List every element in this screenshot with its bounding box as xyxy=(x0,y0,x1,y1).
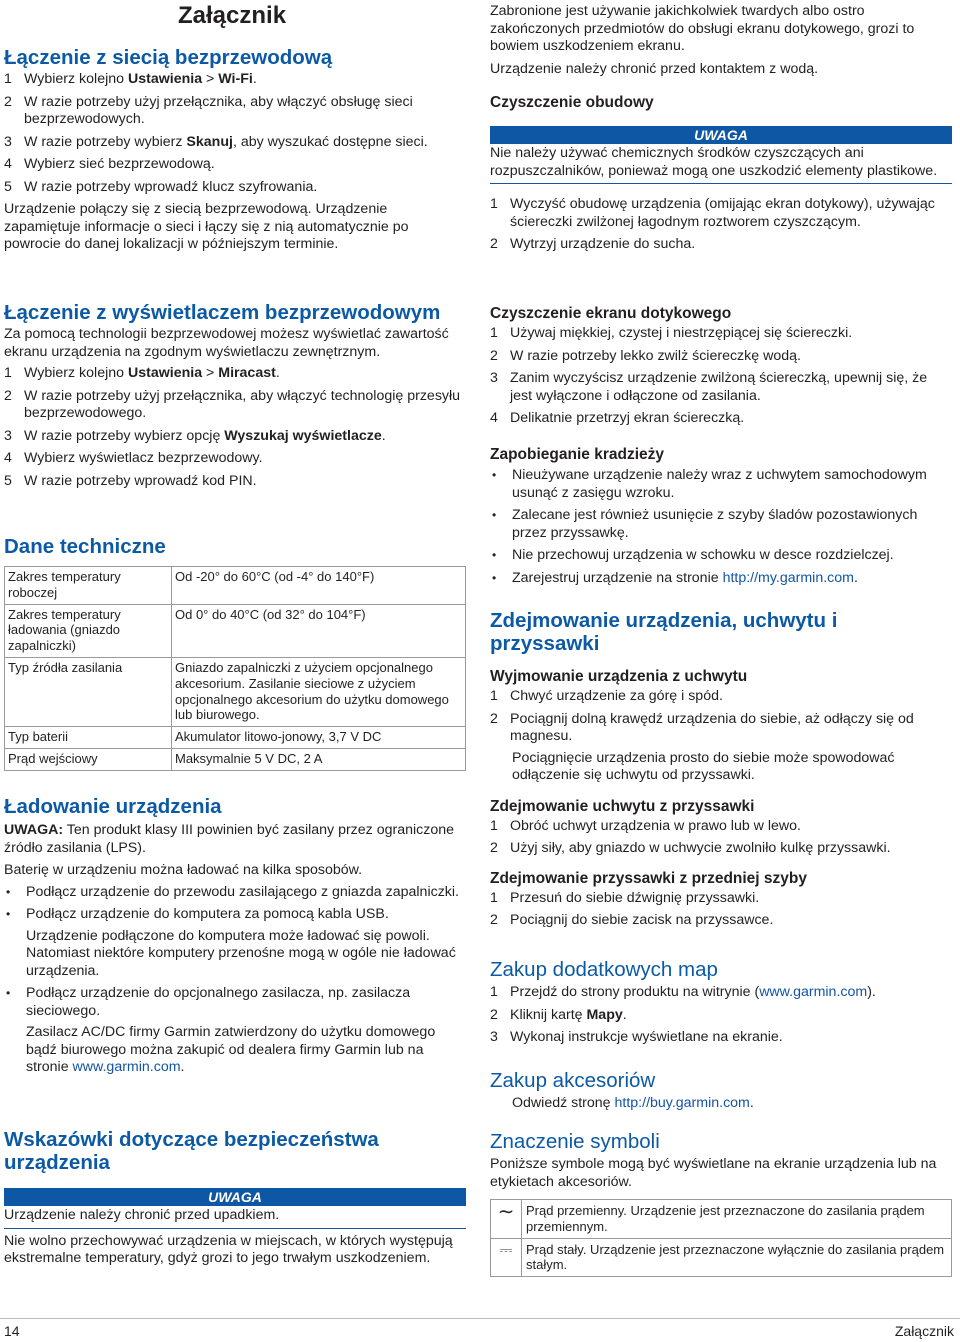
table-row: Zakres temperatury roboczej Od -20° do 60°C (od -4° do 140°F) xyxy=(5,567,466,605)
list-item: 2 Pociągnij dolną krawędź urządzenia do siebie, aż odłączy się od magnesu. xyxy=(490,710,914,744)
theft-bullets xyxy=(490,467,952,587)
miracast-heading: Łączenie z wyświetlaczem bezprzewodowym xyxy=(4,301,441,324)
list-item: 1 Przejdź do strony produktu na witrynie (www.garmin.com). xyxy=(490,984,876,1000)
list-item: 2 Użyj siły, aby gniazdo w uchwycie zwolniło kulkę przyssawki. xyxy=(490,840,891,856)
list-item: 1 Wybierz kolejno Ustawienia > Wi-Fi. xyxy=(4,71,257,87)
charging-heading: Ładowanie urządzenia xyxy=(4,795,222,818)
screen-clean-heading: Czyszczenie ekranu dotykowego xyxy=(490,305,732,322)
remove-sub1-heading: Wyjmowanie urządzenia z uchwytu xyxy=(490,668,748,685)
specs-heading: Dane techniczne xyxy=(4,535,166,558)
list-item: 3 Zanim wyczyścisz urządzenie zwilżoną ściereczką, upewnij się, że jest wyłączone i odłączone od zasilania. xyxy=(490,370,928,404)
list-item: • Podłącz urządzenie do komputera za pomocą kabla USB. xyxy=(6,906,389,922)
case-clean-section xyxy=(490,93,952,254)
table-row: Typ baterii Akumulator litowo-jonowy, 3,7 V DC xyxy=(5,727,466,749)
list-item: 3 W razie potrzeby wybierz Skanuj, aby wyszukać dostępne sieci. xyxy=(4,133,428,150)
miracast-steps xyxy=(4,365,466,490)
remove-sub1-steps xyxy=(490,688,952,785)
table-row: ∼ Prąd przemienny. Urządzenie jest przeznaczone do zasilania prądem przemiennym. xyxy=(491,1200,952,1239)
buy-garmin-link[interactable]: http://buy.garmin.com xyxy=(614,1095,750,1111)
warning-box xyxy=(4,1207,466,1229)
list-item: 1 Przesuń do siebie dźwignię przyssawki. xyxy=(490,889,760,906)
safety-continued xyxy=(490,3,952,78)
wifi-note: Urządzenie połączy się z siecią bezprzewodową. Urządzenie zapamiętuje informacje o sieci i łączy się z nią automatycznie po powrocie do danej lokalizacji w późniejszym terminie. xyxy=(4,201,409,252)
table-row: Zakres temperatury ładowania (gniazdo zapalniczki) Od 0° do 40°C (od 32° do 104°F) xyxy=(5,604,466,657)
miracast-section xyxy=(4,301,466,490)
list-item: 1 Używaj miękkiej, czystej i niestrzępiącej się ściereczki. xyxy=(490,325,853,341)
miracast-intro: Za pomocą technologii bezprzewodowej możesz wyświetlać zawartość ekranu urządzenia na zgodnym wyświetlaczu zewnętrznym. xyxy=(4,326,449,360)
warning-box xyxy=(490,145,952,184)
table-row: Prąd wejściowy Maksymalnie 5 V DC, 2 A xyxy=(5,748,466,770)
list-item: 1 Wybierz kolejno Ustawienia > Miracast. xyxy=(4,365,280,381)
charging-section xyxy=(4,795,466,1077)
safety-heading: Wskazówki dotyczące bezpieczeństwa urządzenia xyxy=(4,1128,379,1174)
footer-divider xyxy=(0,1318,960,1319)
maps-section xyxy=(490,958,952,1047)
remove-heading: Zdejmowanie urządzenia, uchwytu i przyssawki xyxy=(490,609,838,655)
case-clean-heading: Czyszczenie obudowy xyxy=(490,94,654,111)
charging-warning: UWAGA: Ten produkt klasy III powinien być zasilany przez ograniczone źródło zasilania (LPS). xyxy=(4,822,454,856)
case-clean-steps xyxy=(490,196,952,254)
list-item: • Nie przechowuj urządzenia w schowku w desce rozdzielczej. xyxy=(492,547,894,563)
maps-steps xyxy=(490,984,952,1047)
bullet-icon: • xyxy=(492,548,497,562)
screen-clean-steps xyxy=(490,325,952,428)
dc-current-icon: ⎓ xyxy=(491,1238,522,1277)
symbols-heading: Znaczenie symboli xyxy=(490,1130,660,1153)
list-item: 2 W razie potrzeby użyj przełącznika, aby włączyć obsługę sieci bezprzewodowych. xyxy=(4,93,413,127)
symbols-intro: Poniższe symbole mogą być wyświetlane na ekranie urządzenia lub na etykietach akcesoriów. xyxy=(490,1156,937,1190)
page-title: Załącznik xyxy=(178,2,287,29)
bullet-icon: • xyxy=(6,986,11,1000)
list-item: 2 Wytrzyj urządzenie do sucha. xyxy=(490,236,696,252)
wifi-steps xyxy=(4,71,466,196)
list-item: 4 Delikatnie przetrzyj ekran ściereczką. xyxy=(490,410,745,426)
specs-section xyxy=(4,535,466,771)
table-row: Typ źródła zasilania Gniazdo zapalniczki z użyciem opcjonalnego akcesorium. Zasilanie sieciowe z użyciem opcjonalnego akcesorium do użytku domowego lub biurowego. xyxy=(5,657,466,726)
safety-text: Nie wolno przechowywać urządzenia w miejscach, w których występują ekstremalne temperatury, gdyż grozi to jego trwałym uszkodzeniem. xyxy=(4,1232,453,1266)
accessories-heading: Zakup akcesoriów xyxy=(490,1069,656,1092)
remove-sub1-note: Pociągnięcie urządzenia prosto do siebie może spowodować odłączenie się uchwytu od przyssawki. xyxy=(512,749,895,783)
list-item: 2 Pociągnij do siebie zacisk na przyssawce. xyxy=(490,912,774,928)
bullet-icon: • xyxy=(6,884,11,899)
list-item: 1 Wyczyść obudowę urządzenia (omijając ekran dotykowy), używając ściereczki zwilżonej łagodnym roztworem czyszczącym. xyxy=(490,196,935,230)
list-item: 3 Wykonaj instrukcje wyświetlane na ekranie. xyxy=(490,1029,783,1045)
list-item: 5 W razie potrzeby wprowadź klucz szyfrowania. xyxy=(4,178,318,195)
accessories-text: Odwiedź stronę http://buy.garmin.com. xyxy=(512,1095,754,1111)
list-item: 4 Wybierz sieć bezprzewodową. xyxy=(4,156,215,172)
list-item: 5 W razie potrzeby wprowadź kod PIN. xyxy=(4,472,257,489)
safety-section xyxy=(4,1128,466,1268)
table-row: ⎓ Prąd stały. Urządzenie jest przeznaczone wyłącznie do zasilania prądem stałym. xyxy=(491,1238,952,1277)
list-item: 2 W razie potrzeby użyj przełącznika, aby włączyć technologię przesyłu bezprzewodowego. xyxy=(4,387,461,421)
footer-section-name: Załącznik xyxy=(894,1323,954,1339)
specs-table xyxy=(4,566,466,771)
ac-current-icon: ∼ xyxy=(491,1200,522,1239)
list-item: 3 W razie potrzeby wybierz opcję Wyszukaj wyświetlacze. xyxy=(4,427,386,444)
theft-heading: Zapobieganie kradzieży xyxy=(490,446,664,463)
charging-usb-note: Urządzenie podłączone do komputera może ładować się powoli. Natomiast niektóre komputery przenośne mogą w ogóle nie ładować urządzenia. xyxy=(26,927,456,979)
bullet-icon: • xyxy=(492,468,497,482)
list-item: • Podłącz urządzenie do opcjonalnego zasilacza, np. zasilacza sieciowego. xyxy=(6,985,411,1019)
bullet-icon: • xyxy=(6,907,11,921)
list-item: 4 Wybierz wyświetlacz bezprzewodowy. xyxy=(4,450,263,466)
remove-sub2-steps xyxy=(490,818,952,858)
remove-sub3-heading: Zdejmowanie przyssawki z przedniej szyby xyxy=(490,869,807,887)
list-item: 2 Kliknij kartę Mapy. xyxy=(490,1006,627,1023)
list-item: • Zalecane jest również usunięcie z szyby śladów pozostawionych przez przyssawkę. xyxy=(492,507,918,541)
symbols-table xyxy=(490,1199,952,1277)
remove-sub3-steps xyxy=(490,890,952,930)
screen-clean-section xyxy=(490,304,952,428)
list-item: • Zarejestruj urządzenie na stronie http://my.garmin.com. xyxy=(492,569,858,586)
accessories-section xyxy=(490,1069,952,1113)
charging-intro: Baterię w urządzeniu można ładować na kilka sposobów. xyxy=(4,862,363,878)
charging-bullets xyxy=(4,884,466,1077)
garmin-link[interactable]: www.garmin.com xyxy=(759,984,868,1000)
list-item: 2 W razie potrzeby lekko zwilż ściereczkę wodą. xyxy=(490,347,801,364)
list-item: 1 Obróć uchwyt urządzenia w prawo lub w lewo. xyxy=(490,817,801,834)
charging-adapter-note: Zasilacz AC/DC firmy Garmin zatwierdzony do użytku domowego bądź biurowego można zakupić od dealera firmy Garmin lub na stronie www.garmin.com. xyxy=(26,1024,436,1075)
list-item: • Podłącz urządzenie do przewodu zasilającego z gniazda zapalniczki. xyxy=(6,883,459,900)
remove-sub2-heading: Zdejmowanie uchwytu z przyssawki xyxy=(490,797,755,815)
safety-touchscreen-text: Zabronione jest używanie jakichkolwiek twardych albo ostro zakończonych przedmiotów do obsługi ekranu dotykowego, grozi to bowiem uszkodzeniem ekranu. xyxy=(490,3,915,54)
warning-banner: UWAGA xyxy=(4,1188,466,1206)
list-item: • Nieużywane urządzenie należy wraz z uchwytem samochodowym usunąć z zasięgu wzroku. xyxy=(492,467,927,501)
maps-heading: Zakup dodatkowych map xyxy=(490,958,718,981)
list-item: 1 Chwyć urządzenie za górę i spód. xyxy=(490,688,723,704)
page-number: 14 xyxy=(4,1323,20,1339)
warning-text: Nie należy używać chemicznych środków czyszczących ani rozpuszczalników, ponieważ mogą one uszkodzić elementy plastikowe. xyxy=(490,145,938,179)
theft-section xyxy=(490,445,952,587)
my-garmin-link[interactable]: http://my.garmin.com xyxy=(722,569,854,586)
bullet-icon: • xyxy=(492,570,497,585)
wifi-section xyxy=(4,46,466,254)
remove-section xyxy=(490,609,952,930)
warning-banner: UWAGA xyxy=(490,126,952,144)
wifi-heading: Łączenie z siecią bezprzewodową xyxy=(4,46,333,69)
safety-water-text: Urządzenie należy chronić przed kontaktem z wodą. xyxy=(490,60,819,77)
garmin-link[interactable]: www.garmin.com xyxy=(72,1059,181,1075)
warning-text: Urządzenie należy chronić przed upadkiem. xyxy=(4,1207,280,1223)
symbols-section xyxy=(490,1130,952,1277)
bullet-icon: • xyxy=(492,508,497,522)
